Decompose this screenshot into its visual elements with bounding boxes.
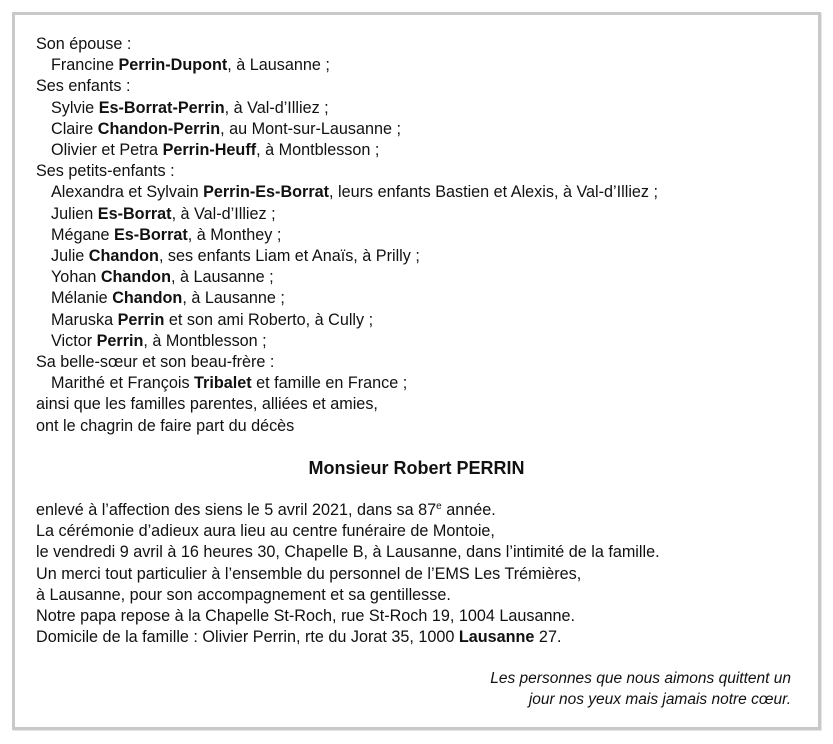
entry-first: Marithé et François [51,374,195,393]
closing-line: ainsi que les familles parentes, alliées et amies, [36,395,378,414]
entry-rest: , ses enfants Liam et Anaïs, à Prilly ; [158,247,420,266]
family-list [36,34,658,437]
child-entry [36,140,658,161]
entry-first: Olivier et Petra [51,141,163,160]
grandchild-entry [36,267,658,288]
closing-quote [490,669,791,710]
grandchild-entry [36,182,658,203]
entry-rest: , à Monthey ; [187,225,282,244]
details-text: année. [441,501,496,519]
grandchild-entry [36,288,658,309]
entry-last: Es-Borrat-Perrin [98,98,225,117]
children-heading: Ses enfants : [36,77,131,96]
entry-last: Chandon [100,268,171,287]
grandchild-entry [36,331,658,352]
ceremony-details [36,500,660,648]
grandchild-entry [36,225,658,246]
details-text: Domicile de la famille : Olivier Perrin, rte du Jorat 35, 1000 [36,628,459,647]
entry-first: Julie [51,247,89,266]
entry-last: Chandon [112,289,183,308]
entry-last: Es-Borrat [114,225,188,244]
quote-line: jour nos yeux mais jamais notre cœur. [528,690,791,708]
notice-frame [12,12,821,730]
entry-last: Perrin [117,310,165,329]
details-line: Un merci tout particulier à l’ensemble du personnel de l’EMS Les Trémières, [36,564,582,583]
entry-first: Francine [51,56,119,75]
entry-last: Chandon [88,247,159,266]
entry-rest: et son ami Roberto, à Cully ; [164,310,374,329]
entry-rest: , à Lausanne ; [170,268,274,287]
deceased-name: Monsieur Robert PERRIN [308,458,525,478]
grandchild-entry [36,204,658,225]
entry-rest: , à Val-d’Illiez ; [171,204,276,223]
entry-rest: , à Montblesson ; [143,331,267,350]
entry-rest: , leurs enfants Bastien et Alexis, à Val-d’Illiez ; [329,183,659,202]
entry-first: Yohan [51,268,101,287]
entry-first: Julien [51,204,98,223]
spouse-entry [36,55,658,76]
entry-last: Perrin [96,331,144,350]
quote-line: Les personnes que nous aimons quittent un [490,670,791,687]
entry-rest: , à Lausanne ; [182,289,285,308]
details-line: Notre papa repose à la Chapelle St-Roch, rue St-Roch 19, 1004 Lausanne. [36,607,576,626]
child-entry [36,119,658,140]
entry-last: Perrin-Heuff [162,141,257,160]
details-line [36,500,660,521]
grandchild-entry [36,310,658,331]
entry-last: Tribalet [194,374,252,393]
details-text: enlevé à l’affection des siens le 5 avril 2021, dans sa 87 [36,501,437,519]
entry-first: Sylvie [51,98,99,117]
entry-first: Mégane [51,225,114,244]
inlaws-heading: Sa belle-sœur et son beau-frère : [36,353,275,372]
entry-rest: , au Mont-sur-Lausanne ; [220,119,401,138]
details-line: La cérémonie d’adieux aura lieu au centre funéraire de Montoie, [36,522,495,541]
closing-line: ont le chagrin de faire part du décès [36,416,295,435]
entry-rest: , à Val-d’Illiez ; [224,98,329,117]
entry-rest: , à Montblesson ; [256,141,380,160]
entry-first: Alexandra et Sylvain [51,183,204,202]
entry-first: Maruska [51,310,118,329]
grandchild-entry [36,246,658,267]
ordinal-suffix: e [436,501,442,512]
entry-first: Victor [51,331,97,350]
details-bold: Lausanne [458,628,535,647]
details-line: le vendredi 9 avril à 16 heures 30, Chapelle B, à Lausanne, dans l’intimité de la famille. [36,543,660,562]
child-entry [36,98,658,119]
entry-rest: , à Lausanne ; [227,56,330,75]
entry-last: Perrin-Es-Borrat [203,183,330,202]
spouse-heading: Son épouse : [36,35,132,53]
inlaws-entry [36,373,658,394]
entry-last: Es-Borrat [97,204,172,223]
details-line: à Lausanne, pour son accompagnement et sa gentillesse. [36,585,451,604]
entry-first: Mélanie [51,289,113,308]
entry-first: Claire [51,119,98,138]
details-text: 27. [534,628,562,647]
entry-rest: et famille en France ; [251,374,408,393]
grandchildren-heading: Ses petits-enfants : [36,162,175,181]
entry-last: Chandon-Perrin [97,119,221,138]
details-line [36,627,660,648]
entry-last: Perrin-Dupont [118,56,228,75]
